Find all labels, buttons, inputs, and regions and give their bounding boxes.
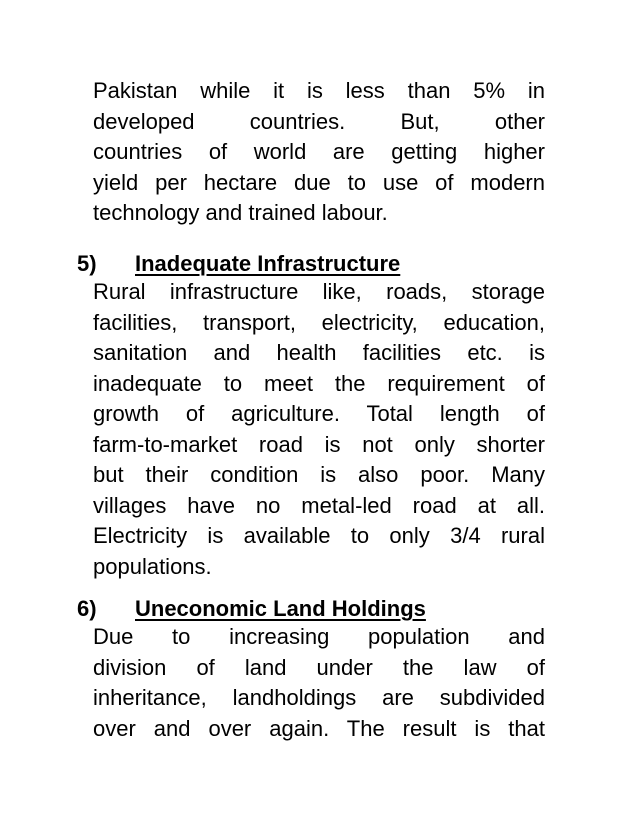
- paragraph-line: Electricity is available to only 3/4 rural: [93, 523, 545, 548]
- paragraph-line: division of land under the law of: [93, 654, 545, 680]
- intro-paragraph: [93, 76, 545, 229]
- paragraph-line: villages have no metal-led road at all.: [93, 492, 545, 518]
- paragraph-line: developed countries. But, other: [93, 108, 545, 134]
- section-number: 6): [77, 596, 97, 621]
- section-heading-6: [77, 594, 426, 624]
- section-title: Inadequate Infrastructure: [135, 251, 401, 276]
- paragraph-line: Pakistan while it is less than 5% in: [93, 78, 545, 103]
- paragraph-line: populations.: [93, 553, 212, 579]
- paragraph-line: technology and trained labour.: [93, 200, 388, 225]
- paragraph-line: inadequate to meet the requirement of: [93, 370, 545, 396]
- paragraph-line: sanitation and health facilities etc. is: [93, 340, 545, 365]
- paragraph-line: inheritance, landholdings are subdivided: [93, 685, 545, 710]
- section-number: 5): [77, 251, 97, 276]
- section-6-paragraph: [93, 622, 545, 744]
- paragraph-line: but their condition is also poor. Many: [93, 462, 545, 487]
- paragraph-line: farm-to-market road is not only shorter: [93, 431, 545, 457]
- section-title: Uneconomic Land Holdings: [135, 596, 426, 621]
- paragraph-line: facilities, transport, electricity, education,: [93, 309, 545, 335]
- paragraph-line: Rural infrastructure like, roads, storage: [93, 279, 545, 304]
- section-heading-5: [77, 249, 400, 279]
- paragraph-line: growth of agriculture. Total length of: [93, 401, 545, 426]
- paragraph-line: countries of world are getting higher: [93, 139, 545, 164]
- section-5-paragraph: [93, 277, 545, 582]
- paragraph-line: Due to increasing population and: [93, 624, 545, 649]
- paragraph-line: yield per hectare due to use of modern: [93, 169, 545, 195]
- paragraph-line: over and over again. The result is that: [93, 715, 545, 741]
